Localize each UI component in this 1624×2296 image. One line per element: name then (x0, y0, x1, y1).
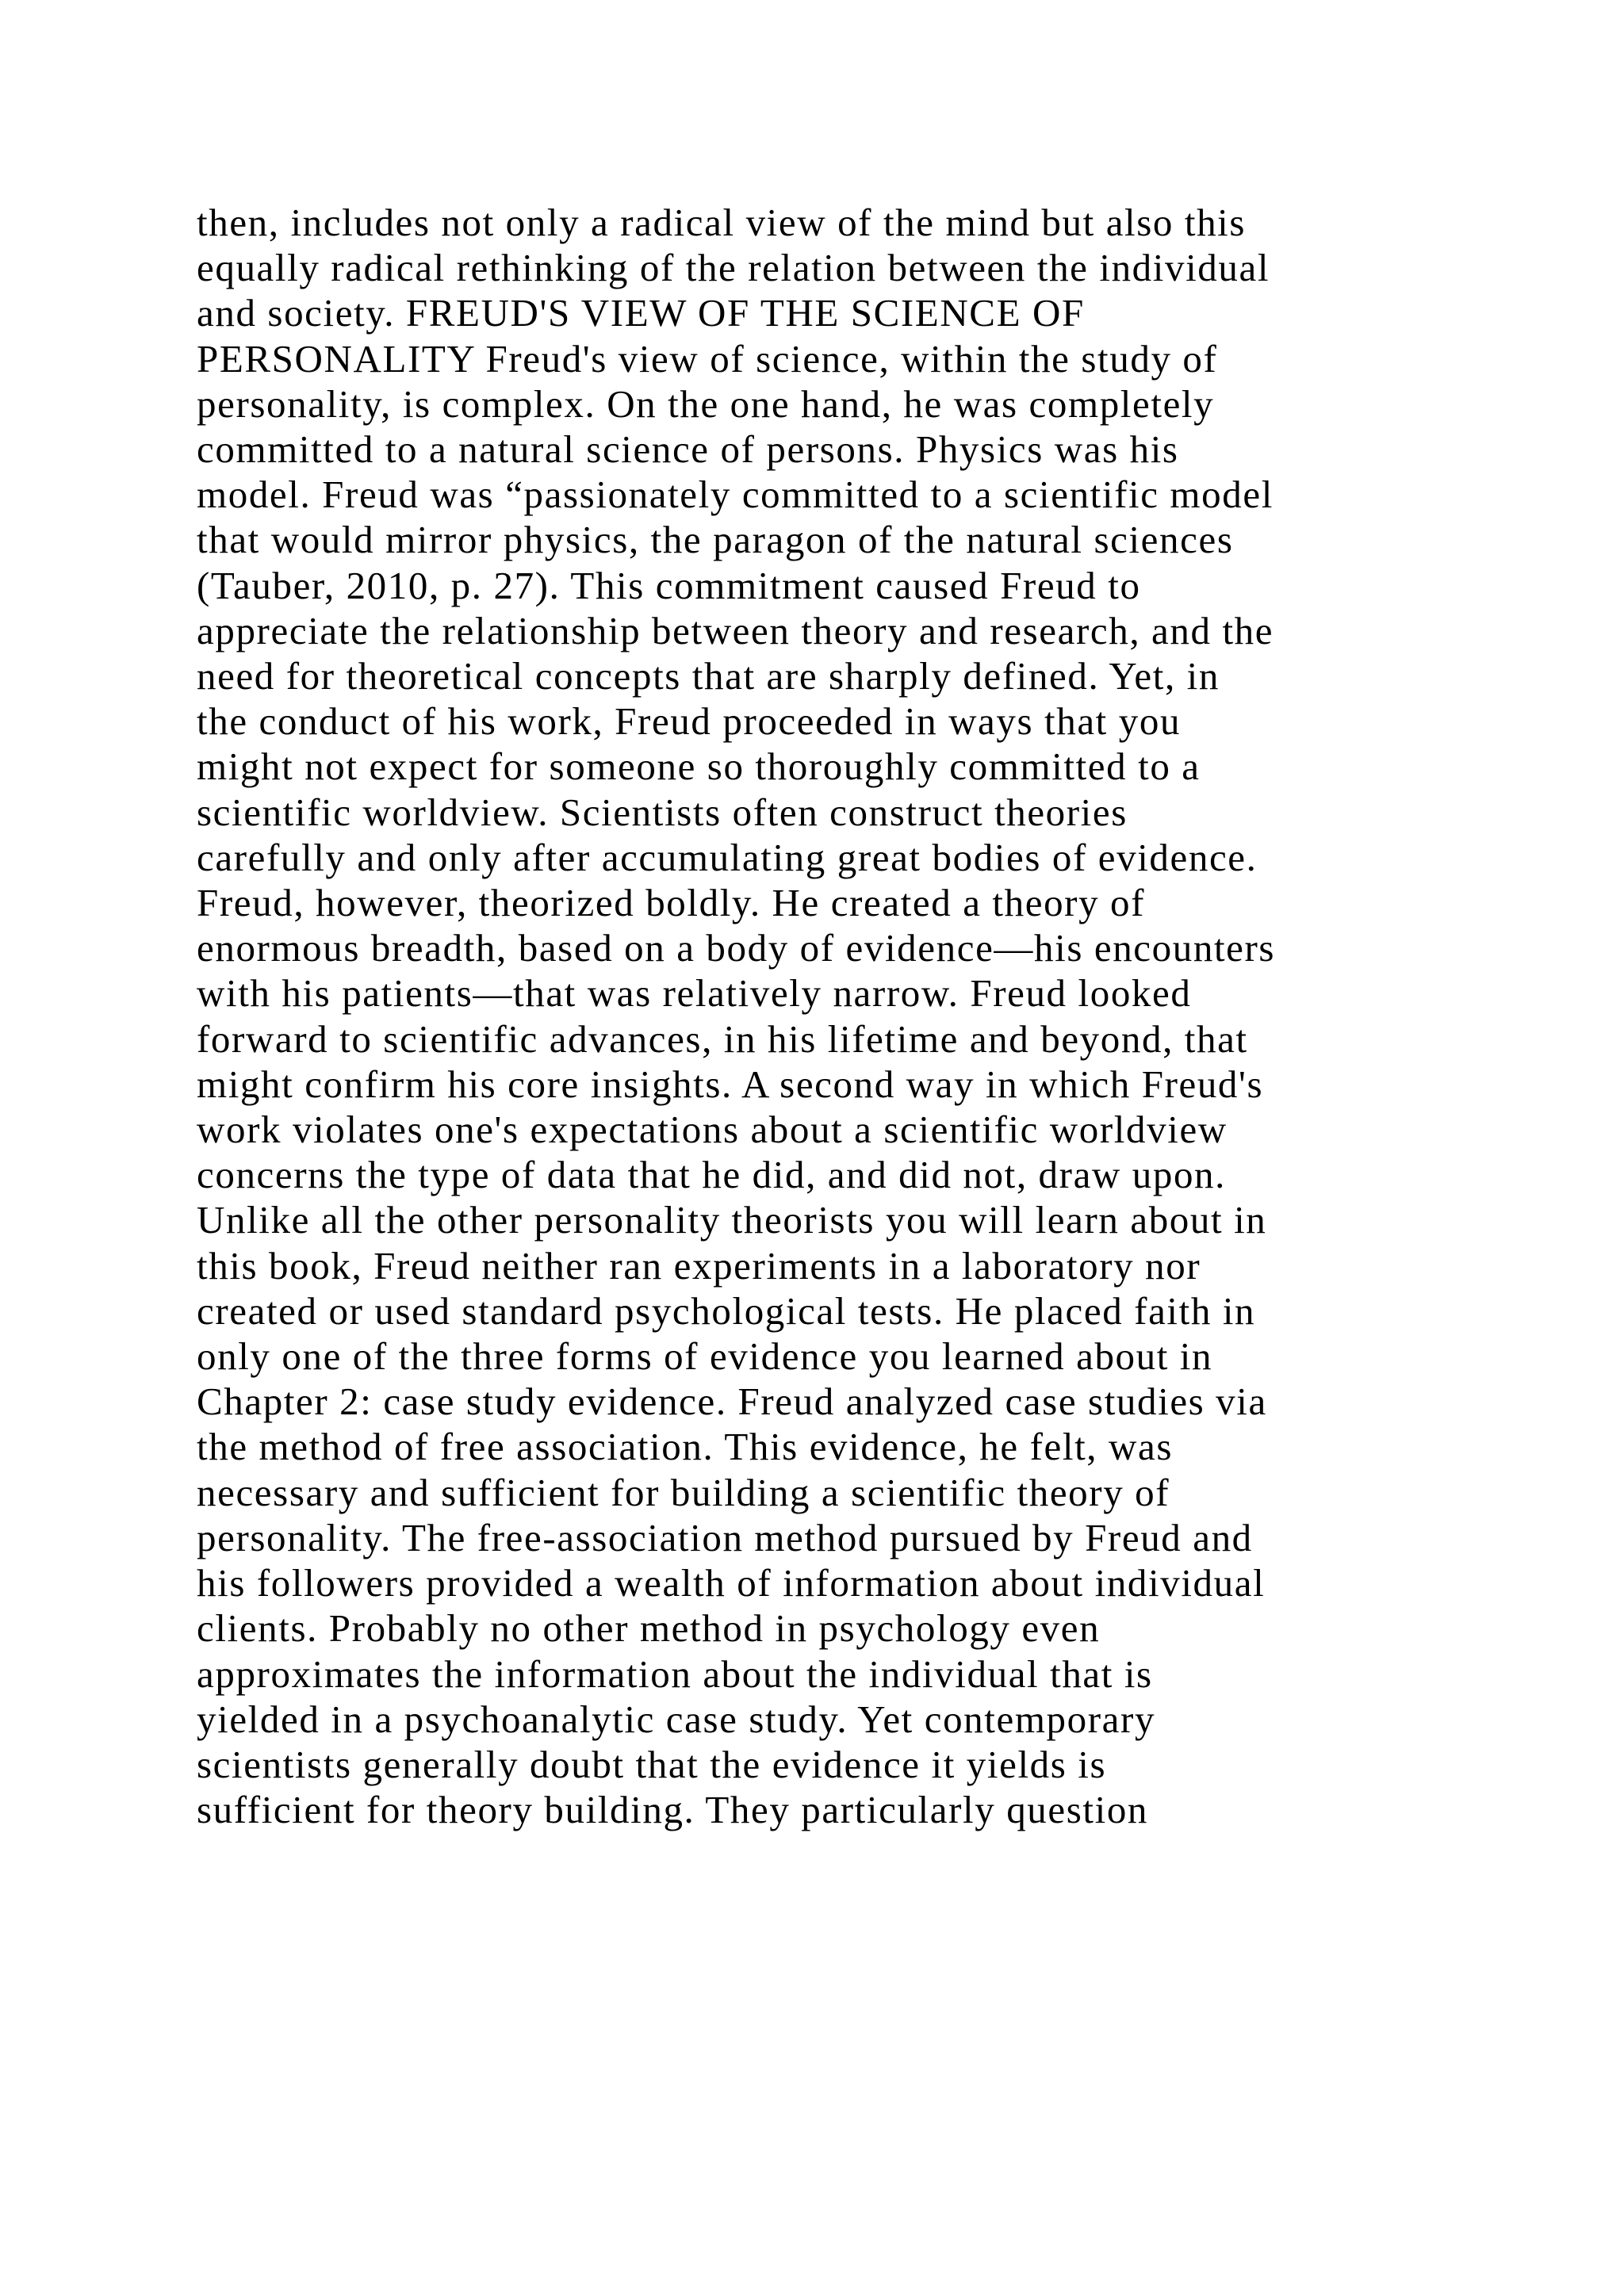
text-line: necessary and sufficient for building a scientific theory of (197, 1470, 1170, 1514)
text-line: need for theoretical concepts that are sharply defined. Yet, in (197, 654, 1220, 698)
text-line: PERSONALITY Freud's view of science, within the study of (197, 336, 1218, 381)
text-line: equally radical rethinking of the relation between the individual (197, 246, 1270, 290)
text-line: yielded in a psychoanalytic case study. Yet contemporary (197, 1697, 1156, 1741)
text-line: this book, Freud neither ran experiments in a laboratory nor (197, 1243, 1201, 1288)
text-line: approximates the information about the individual that is (197, 1651, 1153, 1696)
text-line: clients. Probably no other method in psychology even (197, 1606, 1101, 1651)
text-line: personality, is complex. On the one hand, he was completely (197, 381, 1215, 426)
text-line: then, includes not only a radical view of the mind but also this (197, 201, 1247, 244)
text-line: his followers provided a wealth of information about individual (197, 1561, 1266, 1605)
text-line: created or used standard psychological tests. He placed faith in (197, 1288, 1256, 1333)
text-line: might not expect for someone so thoroughly committed to a (197, 744, 1201, 789)
text-line: might confirm his core insights. A second way in which Freud's (197, 1062, 1264, 1106)
text-line: and society. FREUD'S VIEW OF THE SCIENCE OF (197, 291, 1085, 335)
text-line: concerns the type of data that he did, and did not, draw upon. (197, 1153, 1227, 1197)
text-line: enormous breadth, based on a body of evidence—his encounters (197, 926, 1276, 970)
text-line: the method of free association. This evidence, he felt, was (197, 1425, 1173, 1469)
text-line: Freud, however, theorized boldly. He created a theory of (197, 881, 1146, 925)
body-text (197, 200, 1497, 1832)
text-line: that would mirror physics, the paragon of the natural sciences (197, 518, 1234, 562)
text-line: scientific worldview. Scientists often construct theories (197, 790, 1128, 834)
text-line: personality. The free-association method pursued by Freud and (197, 1515, 1253, 1559)
text-line: the conduct of his work, Freud proceeded in ways that you (197, 699, 1182, 744)
text-line: carefully and only after accumulating great bodies of evidence. (197, 835, 1258, 879)
text-line: scientists generally doubt that the evidence it yields is (197, 1742, 1107, 1786)
text-line: Unlike all the other personality theorists you will learn about in (197, 1198, 1267, 1242)
text-line: Chapter 2: case study evidence. Freud analyzed case studies via (197, 1380, 1267, 1424)
text-line: work violates one's expectations about a scientific worldview (197, 1108, 1228, 1152)
text-line: with his patients—that was relatively narrow. Freud looked (197, 971, 1192, 1016)
text-line: only one of the three forms of evidence you learned about in (197, 1334, 1213, 1379)
text-line: appreciate the relationship between theory and research, and the (197, 608, 1274, 652)
text-line: forward to scientific advances, in his lifetime and beyond, that (197, 1016, 1248, 1061)
text-line: sufficient for theory building. They particularly question (197, 1788, 1149, 1832)
text-line: (Tauber, 2010, p. 27). This commitment caused Freud to (197, 563, 1141, 607)
text-line: model. Freud was “passionately committed to a scientific model (197, 473, 1274, 517)
text-line: committed to a natural science of persons. Physics was his (197, 427, 1179, 472)
